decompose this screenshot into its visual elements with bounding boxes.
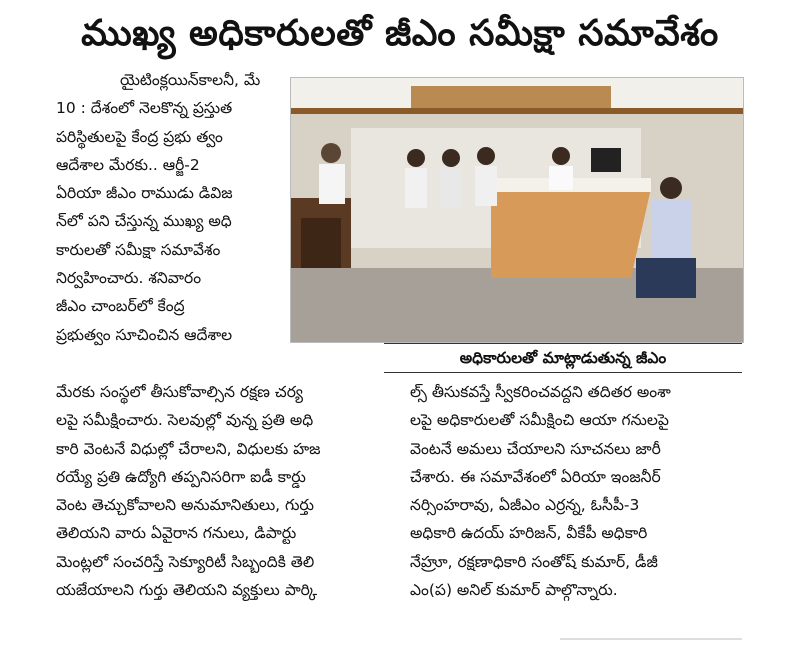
article-line: ఎం(ప) అనిల్ కుమార్ పాల్గొన్నారు. — [410, 581, 618, 600]
article-line: నర్సింహరావు, ఏజీఎం ఎర్రన్న, ఓసీపీ-3 — [410, 496, 640, 515]
article-column-bottom-left — [56, 378, 382, 604]
article-line: చేశారు. ఈ సమావేశంలో ఏరియా ఇంజనీర్ — [410, 467, 661, 486]
article-line: 10 : దేశంలో నెలకొన్న ప్రస్తుత — [56, 99, 233, 118]
article-line: యైటింక్లయిన్‌కాలనీ, మే — [120, 71, 261, 89]
article-line: కారులతో సమీక్షా సమావేశం — [56, 240, 221, 259]
article-line: ఆదేశాల మేరకు.. ఆర్జీ-2 — [56, 155, 200, 174]
article-line: ఏరియా జీఎం రాముడు డివిజ — [56, 184, 233, 203]
article-line: వెంట తెచ్చుకోవాలని అనుమానితులు, గుర్తు — [56, 496, 314, 515]
article-line: రయ్యే ప్రతి ఉద్యోగి తప్పనిసరిగా ఐడీ కార్డు — [56, 467, 306, 486]
page-bottom-rule — [560, 638, 742, 640]
article-line: తెలియని వారు ఏవైరాన గనులు, డిపార్టు — [56, 524, 297, 543]
article-line: కారి వెంటనే విధుల్లో చేరాలని, విధులకు హజ — [56, 439, 321, 458]
article-line: న్‌లో పని చేస్తున్న ముఖ్య అధి — [56, 212, 232, 231]
meeting-photo-illustration — [291, 78, 743, 342]
article-column-bottom-right — [410, 378, 742, 604]
article-line: నిర్వహించారు. శనివారం — [56, 269, 202, 288]
article-line: పరిస్థితులపై కేంద్ర ప్రభు త్వం — [56, 127, 223, 146]
article-line: మేరకు సంస్థలో తీసుకోవాల్సిన రక్షణ చర్య — [56, 383, 303, 401]
article-line: జీఎం చాంబర్‌లో కేంద్ర — [56, 297, 185, 316]
article-line: యజేయాలని గుర్తు తెలియని వ్యక్తులు పార్కి — [56, 581, 318, 600]
article-line: అధికారి ఉదయ్ హరిజన్, వీకేపీ అధికారి — [410, 524, 648, 543]
article-line: లపై సమీక్షించారు. సెలవుల్లో వున్న ప్రతి అధి — [56, 411, 314, 430]
article-line: లపై అధికారులతో సమీక్షించి ఆయా గనులపై — [410, 411, 669, 430]
headline: ముఖ్య అధికారులతో జీఎం సమీక్షా సమావేశం — [81, 13, 719, 54]
meeting-photo — [290, 77, 744, 343]
article-line: నేహ్రూ, రక్షణాధికారి సంతోష్ కుమార్, డీజీ — [410, 552, 658, 571]
article-line: వెంటనే అమలు చేయాలని సూచనలు జారీ — [410, 439, 661, 458]
article-line: ల్స్ తీసుకవస్తే స్వీకరించవద్దని తదితర అంశా — [410, 383, 671, 401]
article-line: ప్రభుత్వం సూచించిన ఆదేశాల — [56, 325, 233, 344]
photo-caption: అధికారులతో మాట్లాడుతున్న జీఎం — [384, 343, 742, 373]
article-line: మెంట్లలో సంచరిస్తే సెక్యూరిటీ సిబ్బందికి తెలి — [56, 552, 315, 571]
